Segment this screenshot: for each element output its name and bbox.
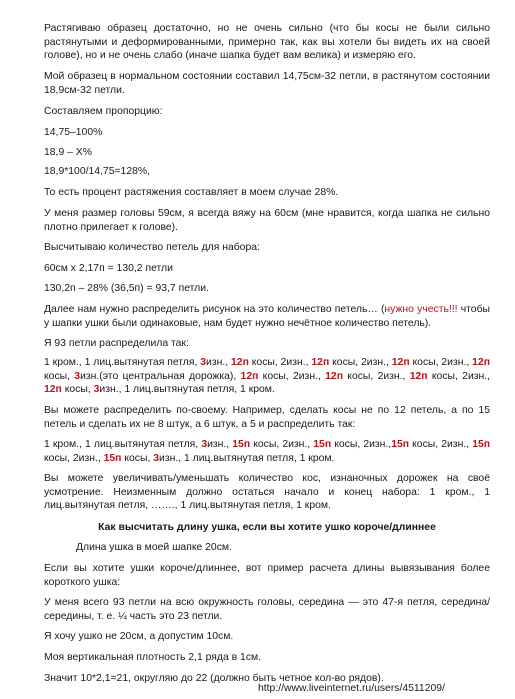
text-span: косы, 2изн., xyxy=(250,439,314,450)
paragraph-rows: Значит 10*2,1=21, округляю до 22 (должно быть четное кол-во рядов). xyxy=(44,673,384,684)
text-span: изн., xyxy=(207,439,233,450)
text-span: изн.(это центральная дорожка), xyxy=(80,370,241,382)
highlight-count: 12п xyxy=(231,357,249,368)
formula-line-4: 60см х 2,17п = 130,2 петли xyxy=(44,263,173,274)
highlight-count: 12п xyxy=(391,357,410,368)
text-span: изн., xyxy=(206,357,232,368)
highlight-count: 12п xyxy=(325,370,343,382)
paragraph-sample-size: Мой образец в нормальном состоянии составил 14,75см-32 петли, в растянутом состоянии 18,9см-32 петли. xyxy=(44,71,490,96)
highlight-count: 3 xyxy=(153,452,160,464)
highlight-count: 12п xyxy=(409,370,428,382)
formula-line-2: 18,9 – Х% xyxy=(44,147,92,158)
text-span: косы, 2изн., xyxy=(329,357,392,368)
highlight-count: 15п xyxy=(391,439,410,450)
paragraph-proportion-heading: Составляем пропорцию: xyxy=(44,106,163,117)
highlight-count: 3 xyxy=(74,370,81,382)
text-span: изн., 1 лиц.вытянутая петля, 1 кром. xyxy=(159,452,335,464)
formula-line-3: 18,9*100/14,75=128%, xyxy=(44,166,151,177)
paragraph-count-heading: Высчитываю количество петель для набора: xyxy=(44,242,260,253)
text-span: изн., 1 лиц.вытянутая петля, 1 кром. xyxy=(99,384,275,396)
watermark-url: http://www.liveinternet.ru/users/4511209/ xyxy=(258,683,445,694)
paragraph-distribute-pattern xyxy=(44,303,490,330)
highlight-count: 3 xyxy=(200,357,207,368)
highlight-count: 15п xyxy=(313,439,332,450)
text-span: косы, xyxy=(121,452,154,464)
text-span: косы, 2изн., xyxy=(342,370,410,382)
paragraph-alternative: Вы можете распределить по-своему. Например, сделать косы не по 12 петель, а по 15 петель и сделать их не 8 штук, а 6 штук, а 5 и распределить так: xyxy=(44,405,490,430)
highlight-count: 12п xyxy=(44,384,62,396)
text-span: 1 кром., 1 лиц.вытянутая петля, xyxy=(44,439,202,450)
text-span: косы, 2изн., xyxy=(409,357,473,368)
text-span: косы, 2изн., xyxy=(331,439,392,450)
paragraph-head-size: У меня размер головы 59см, я всегда вяжу на 60см (мне нравится, когда шапка не сильно плотно прилегает к голове). xyxy=(44,208,490,233)
paragraph-stretch-percent: То есть процент растяжения составляет в моем случае 28%. xyxy=(44,187,339,198)
paragraph-want-10cm: Я хочу ушко не 20см, а допустим 10см. xyxy=(44,631,234,642)
highlight-count: 12п xyxy=(472,357,490,368)
distribution-list-2 xyxy=(44,438,490,465)
text-span: косы, 2изн., xyxy=(248,357,312,368)
text-span: косы, 2изн., xyxy=(409,439,473,450)
paragraph-customize: Вы можете увеличивать/уменьшать количество кос, изнаночных дорожек на своё усмотрение. Неизменным должно остаться начало и конец набора: 1 кром., 1 лиц.вытянутая петля, ……., 1 лиц.вытянутая петля, 1 кром. xyxy=(44,473,490,512)
formula-line-5: 130,2п – 28% (36,5п) = 93,7 петли. xyxy=(44,283,209,294)
highlight-count: 3 xyxy=(93,384,100,396)
section-heading: Как высчитать длину ушка, если вы хотите ушко короче/длиннее xyxy=(98,522,436,533)
paragraph-my-distribution: Я 93 петли распределила так: xyxy=(44,338,189,349)
distribution-list-1 xyxy=(44,356,490,397)
highlight-count: 15п xyxy=(103,452,122,464)
formula-line-1: 14,75–100% xyxy=(44,127,103,138)
text-span: косы, 2изн., xyxy=(427,370,491,382)
paragraph-density: Моя вертикальная плотность 2,1 ряда в 1см. xyxy=(44,652,262,663)
text-span: косы, 2изн., xyxy=(258,370,326,382)
highlight-count: 15п xyxy=(232,439,251,450)
highlight-count: 15п xyxy=(472,439,491,450)
text-span: 1 кром., 1 лиц.вытянутая петля, xyxy=(44,357,201,368)
paragraph-sample-stretch: Растягиваю образец достаточно, но не очень сильно (что бы косы не были сильно растянутыми и деформированными, примерно так, как вы хотели бы видеть их на своей голове), но и не очень слабо (иначе шапка будет вам велика) и измеряю его. xyxy=(44,23,490,62)
paragraph-ear-length: Длина ушка в моей шапке 20см. xyxy=(76,542,232,553)
text-span: косы, 2изн., xyxy=(44,452,104,464)
highlight-count: 3 xyxy=(201,439,208,450)
text-span: косы, xyxy=(44,370,75,382)
text-span: Далее нам нужно распределить рисунок на это количество петель… ( xyxy=(44,304,385,315)
paragraph-stitch-count: У меня всего 93 петли на всю окружность головы, середина — это 47-я петля, середина/середины, т. е. ¼ часть это 23 петли. xyxy=(44,597,490,622)
paragraph-shorter-ear: Если вы хотите ушки короче/длиннее, вот пример расчета длины вывязывания более короткого ушка: xyxy=(44,563,490,588)
warning-text: нужно учесть!!! xyxy=(384,304,458,315)
highlight-count: 12п xyxy=(311,357,330,368)
highlight-count: 12п xyxy=(240,370,259,382)
text-span: чтобы у шапки ушки были одинаковые, нам будет нужно нечётное количество петель). xyxy=(44,304,490,329)
text-span: косы, xyxy=(61,384,94,396)
